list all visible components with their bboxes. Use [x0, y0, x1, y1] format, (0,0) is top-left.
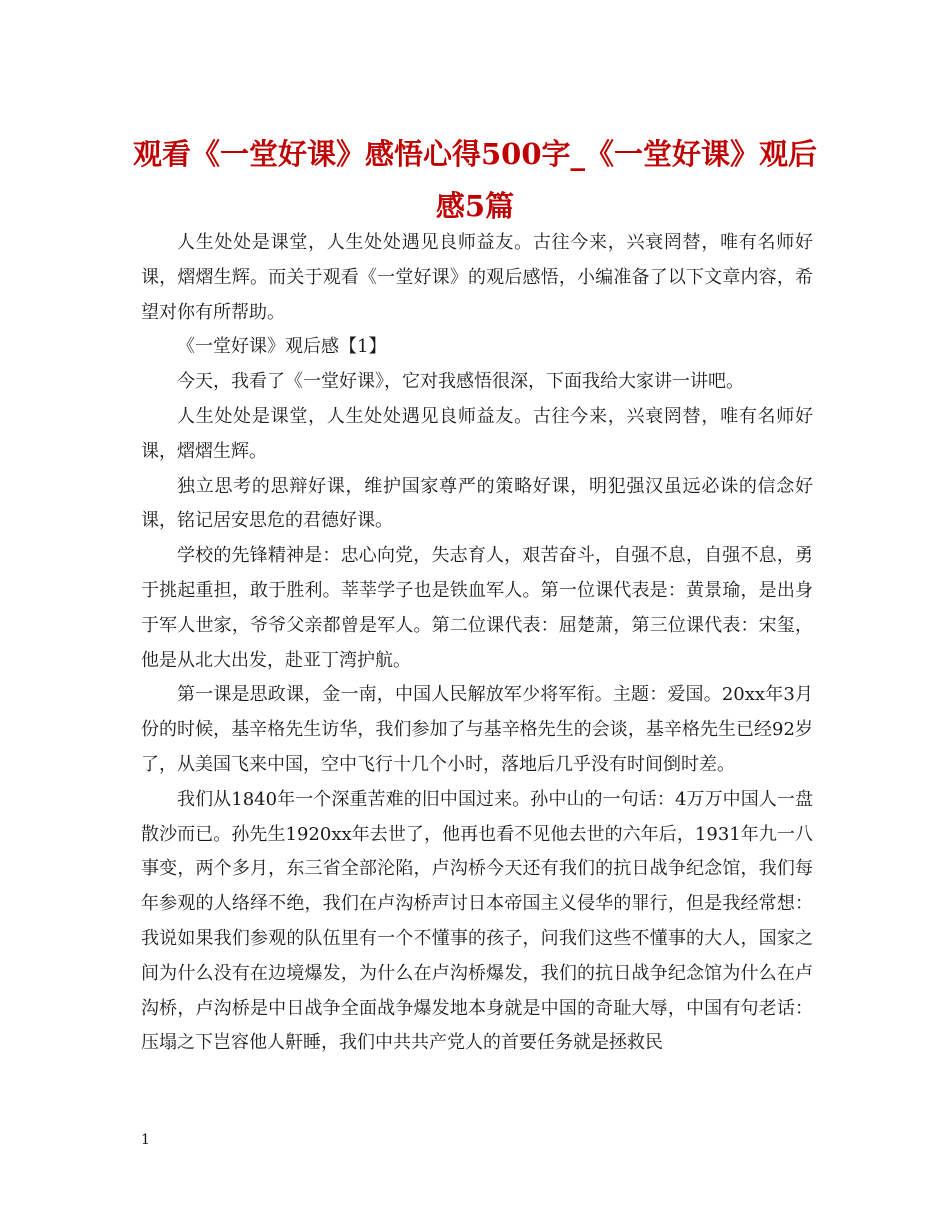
- document-body: [141, 226, 813, 1061]
- paragraph: 我们从1840年一个深重苦难的旧中国过来。孙中山的一句话：4万万中国人一盘散沙而已。孙先生1920xx年去世了，他再也看不见他去世的六年后，1931年九一八事变，两个多月，东三省全部沦陷，卢沟桥今天还有我们的抗日战争纪念馆，我们每年参观的人络绎不绝，我们在卢沟桥声讨日本帝国主义侵华的罪行，但是我经常想：我说如果我们参观的队伍里有一个不懂事的孩子，问我们这些不懂事的大人，国家之间为什么没有在边境爆发，为什么在卢沟桥爆发，我们的抗日战争纪念馆为什么在卢沟桥，卢沟桥是中日战争全面战争爆发地本身就是中国的奇耻大辱，中国有句老话：压塌之下岂容他人鼾睡，我们中共共产党人的首要任务就是拯救民: [141, 788, 813, 1054]
- section-heading: 《一堂好课》观后感【1】: [177, 336, 387, 358]
- document-title: 观看《一堂好课》感悟心得500字_《一堂好课》观后感5篇: [132, 137, 818, 223]
- paragraph: 人生处处是课堂，人生处处遇见良师益友。古往今来，兴衰罔替，唯有名师好课，熠熠生辉。而关于观看《一堂好课》的观后感悟，小编准备了以下文章内容，希望对你有所帮助。: [141, 232, 813, 323]
- paragraph: 人生处处是课堂，人生处处遇见良师益友。古往今来，兴衰罔替，唯有名师好课，熠熠生辉。: [141, 405, 813, 462]
- paragraph: 今天，我看了《一堂好课》，它对我感悟很深，下面我给大家讲一讲吧。: [177, 371, 744, 393]
- paragraph: 学校的先锋精神是：忠心向党，失志育人，艰苦奋斗，自强不息，自强不息，勇于挑起重担，敢于胜利。莘莘学子也是铁血军人。第一位课代表是：黄景瑜，是出身于军人世家，爷爷父亲都曾是军人。第二位课代表：屈楚萧，第三位课代表：宋玺，他是从北大出发，赴亚丁湾护航。: [141, 545, 813, 671]
- paragraph: 独立思考的思辩好课，维护国家尊严的策略好课，明犯强汉虽远必诛的信念好课，铭记居安思危的君德好课。: [141, 475, 813, 532]
- paragraph: 第一课是思政课，金一南，中国人民解放军少将军衔。主题：爱国。20xx年3月份的时候，基辛格先生访华，我们参加了与基辛格先生的会谈，基辛格先生已经92岁了，从美国飞来中国，空中飞行十几个小时，落地后几乎没有时间倒时差。: [141, 684, 813, 775]
- page-number: 1: [141, 1132, 150, 1148]
